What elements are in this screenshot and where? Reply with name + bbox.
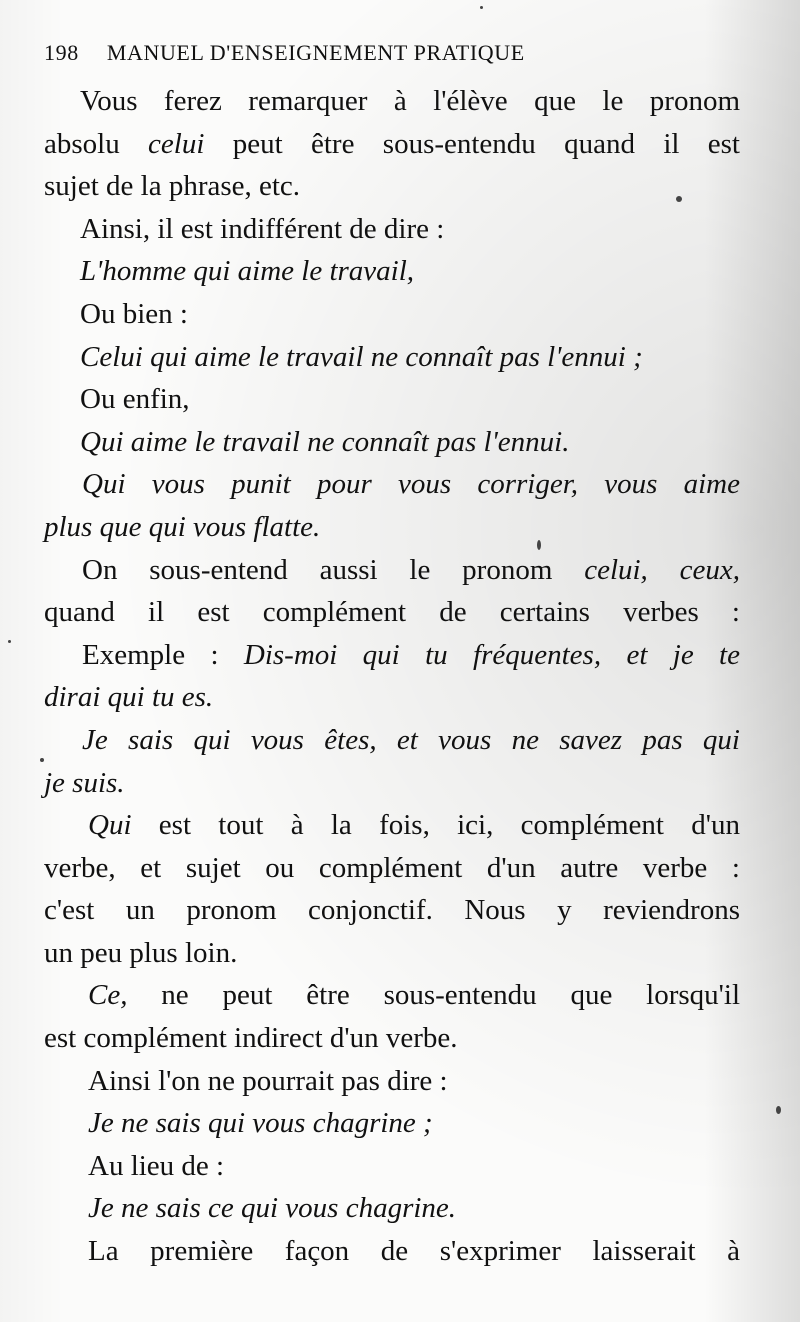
- text-line: [44, 1060, 740, 1103]
- text-line: [44, 80, 740, 123]
- italic-text: Dis-moi qui tu fréquentes, et je te: [243, 638, 740, 671]
- line-text: Ou bien :: [80, 297, 188, 330]
- text-line: [44, 208, 740, 251]
- text-line: [44, 591, 740, 634]
- line-text: dirai qui tu es.: [44, 681, 214, 714]
- line-text: c'est un pronom conjonctif. Nous y reviendrons: [44, 894, 740, 927]
- line-text: sujet de la phrase, etc.: [44, 170, 301, 203]
- line-text: Qui aime le travail ne connaît pas l'ennui.: [80, 425, 570, 458]
- text-line: [44, 463, 740, 506]
- text-line: [44, 847, 740, 890]
- line-text: verbe, et sujet ou complément d'un autre verbe :: [44, 851, 740, 884]
- line-text: L'homme qui aime le travail,: [80, 255, 415, 288]
- paper-speck: [40, 758, 44, 762]
- line-text: je suis.: [44, 766, 125, 799]
- text-line: [44, 804, 740, 847]
- line-text: est tout à la fois, ici, complément d'un: [131, 809, 740, 842]
- line-text: Exemple :: [82, 638, 244, 671]
- line-text: Je ne sais qui vous chagrine ;: [88, 1107, 433, 1140]
- paper-speck: [480, 6, 483, 9]
- text-line: [44, 889, 740, 932]
- text-line: [44, 974, 740, 1017]
- body-text: [44, 80, 740, 1273]
- line-text: Vous ferez remarquer à l'élève que le pronom: [80, 85, 740, 117]
- line-text: Ainsi l'on ne pourrait pas dire :: [88, 1064, 448, 1097]
- line-text: plus que qui vous flatte.: [44, 510, 321, 543]
- italic-word: Qui: [88, 809, 132, 842]
- line-text: Ainsi, il est indifférent de dire :: [80, 212, 445, 245]
- text-line: [44, 165, 740, 208]
- line-text: Celui qui aime le travail ne connaît pas l'ennui ;: [80, 340, 643, 373]
- text-line: [44, 421, 740, 464]
- line-text: Je sais qui vous êtes, et vous ne savez pas qui: [82, 723, 740, 756]
- line-text: Ou enfin,: [80, 383, 190, 416]
- text-line: [44, 293, 740, 336]
- paper-speck: [676, 196, 682, 202]
- line-text: absolu: [44, 127, 149, 160]
- running-title: MANUEL D'ENSEIGNEMENT PRATIQUE: [106, 40, 525, 65]
- text-line: [44, 762, 740, 805]
- text-line: [44, 378, 740, 421]
- text-line: [44, 123, 740, 166]
- paper-speck: [8, 640, 11, 643]
- line-text: On sous-entend aussi le pronom: [82, 553, 585, 586]
- paper-speck: [776, 1106, 781, 1114]
- italic-word: Ce,: [88, 979, 128, 1012]
- text-line: [44, 676, 740, 719]
- line-text: un peu plus loin.: [44, 936, 238, 969]
- italic-word: celui, ceux,: [584, 553, 740, 586]
- text-line: [44, 336, 740, 379]
- line-text: La première façon de s'exprimer laisserait à: [88, 1235, 740, 1268]
- line-text: ne peut être sous-entendu que lorsqu'il: [127, 979, 740, 1012]
- line-text: est complément indirect d'un verbe.: [44, 1022, 458, 1055]
- text-line: [44, 932, 740, 975]
- page-number: 198: [44, 40, 79, 65]
- text-line: [44, 250, 740, 293]
- page-header: [44, 40, 525, 66]
- line-text: quand il est complément de certains verbes :: [44, 596, 740, 629]
- text-line: [44, 506, 740, 549]
- line-text: peut être sous-entendu quand il est: [204, 127, 740, 160]
- text-line: [44, 1145, 740, 1188]
- line-text: Qui vous punit pour vous corriger, vous aime: [82, 468, 740, 501]
- text-line: [44, 1187, 740, 1230]
- text-line: [44, 549, 740, 592]
- line-text: Au lieu de :: [88, 1149, 225, 1182]
- text-line: [44, 1230, 740, 1273]
- text-line: [44, 1017, 740, 1060]
- italic-word: celui: [148, 127, 205, 160]
- text-line: [44, 1102, 740, 1145]
- line-text: Je ne sais ce qui vous chagrine.: [88, 1192, 457, 1225]
- text-line: [44, 719, 740, 762]
- text-line: [44, 634, 740, 677]
- paper-speck: [537, 540, 541, 550]
